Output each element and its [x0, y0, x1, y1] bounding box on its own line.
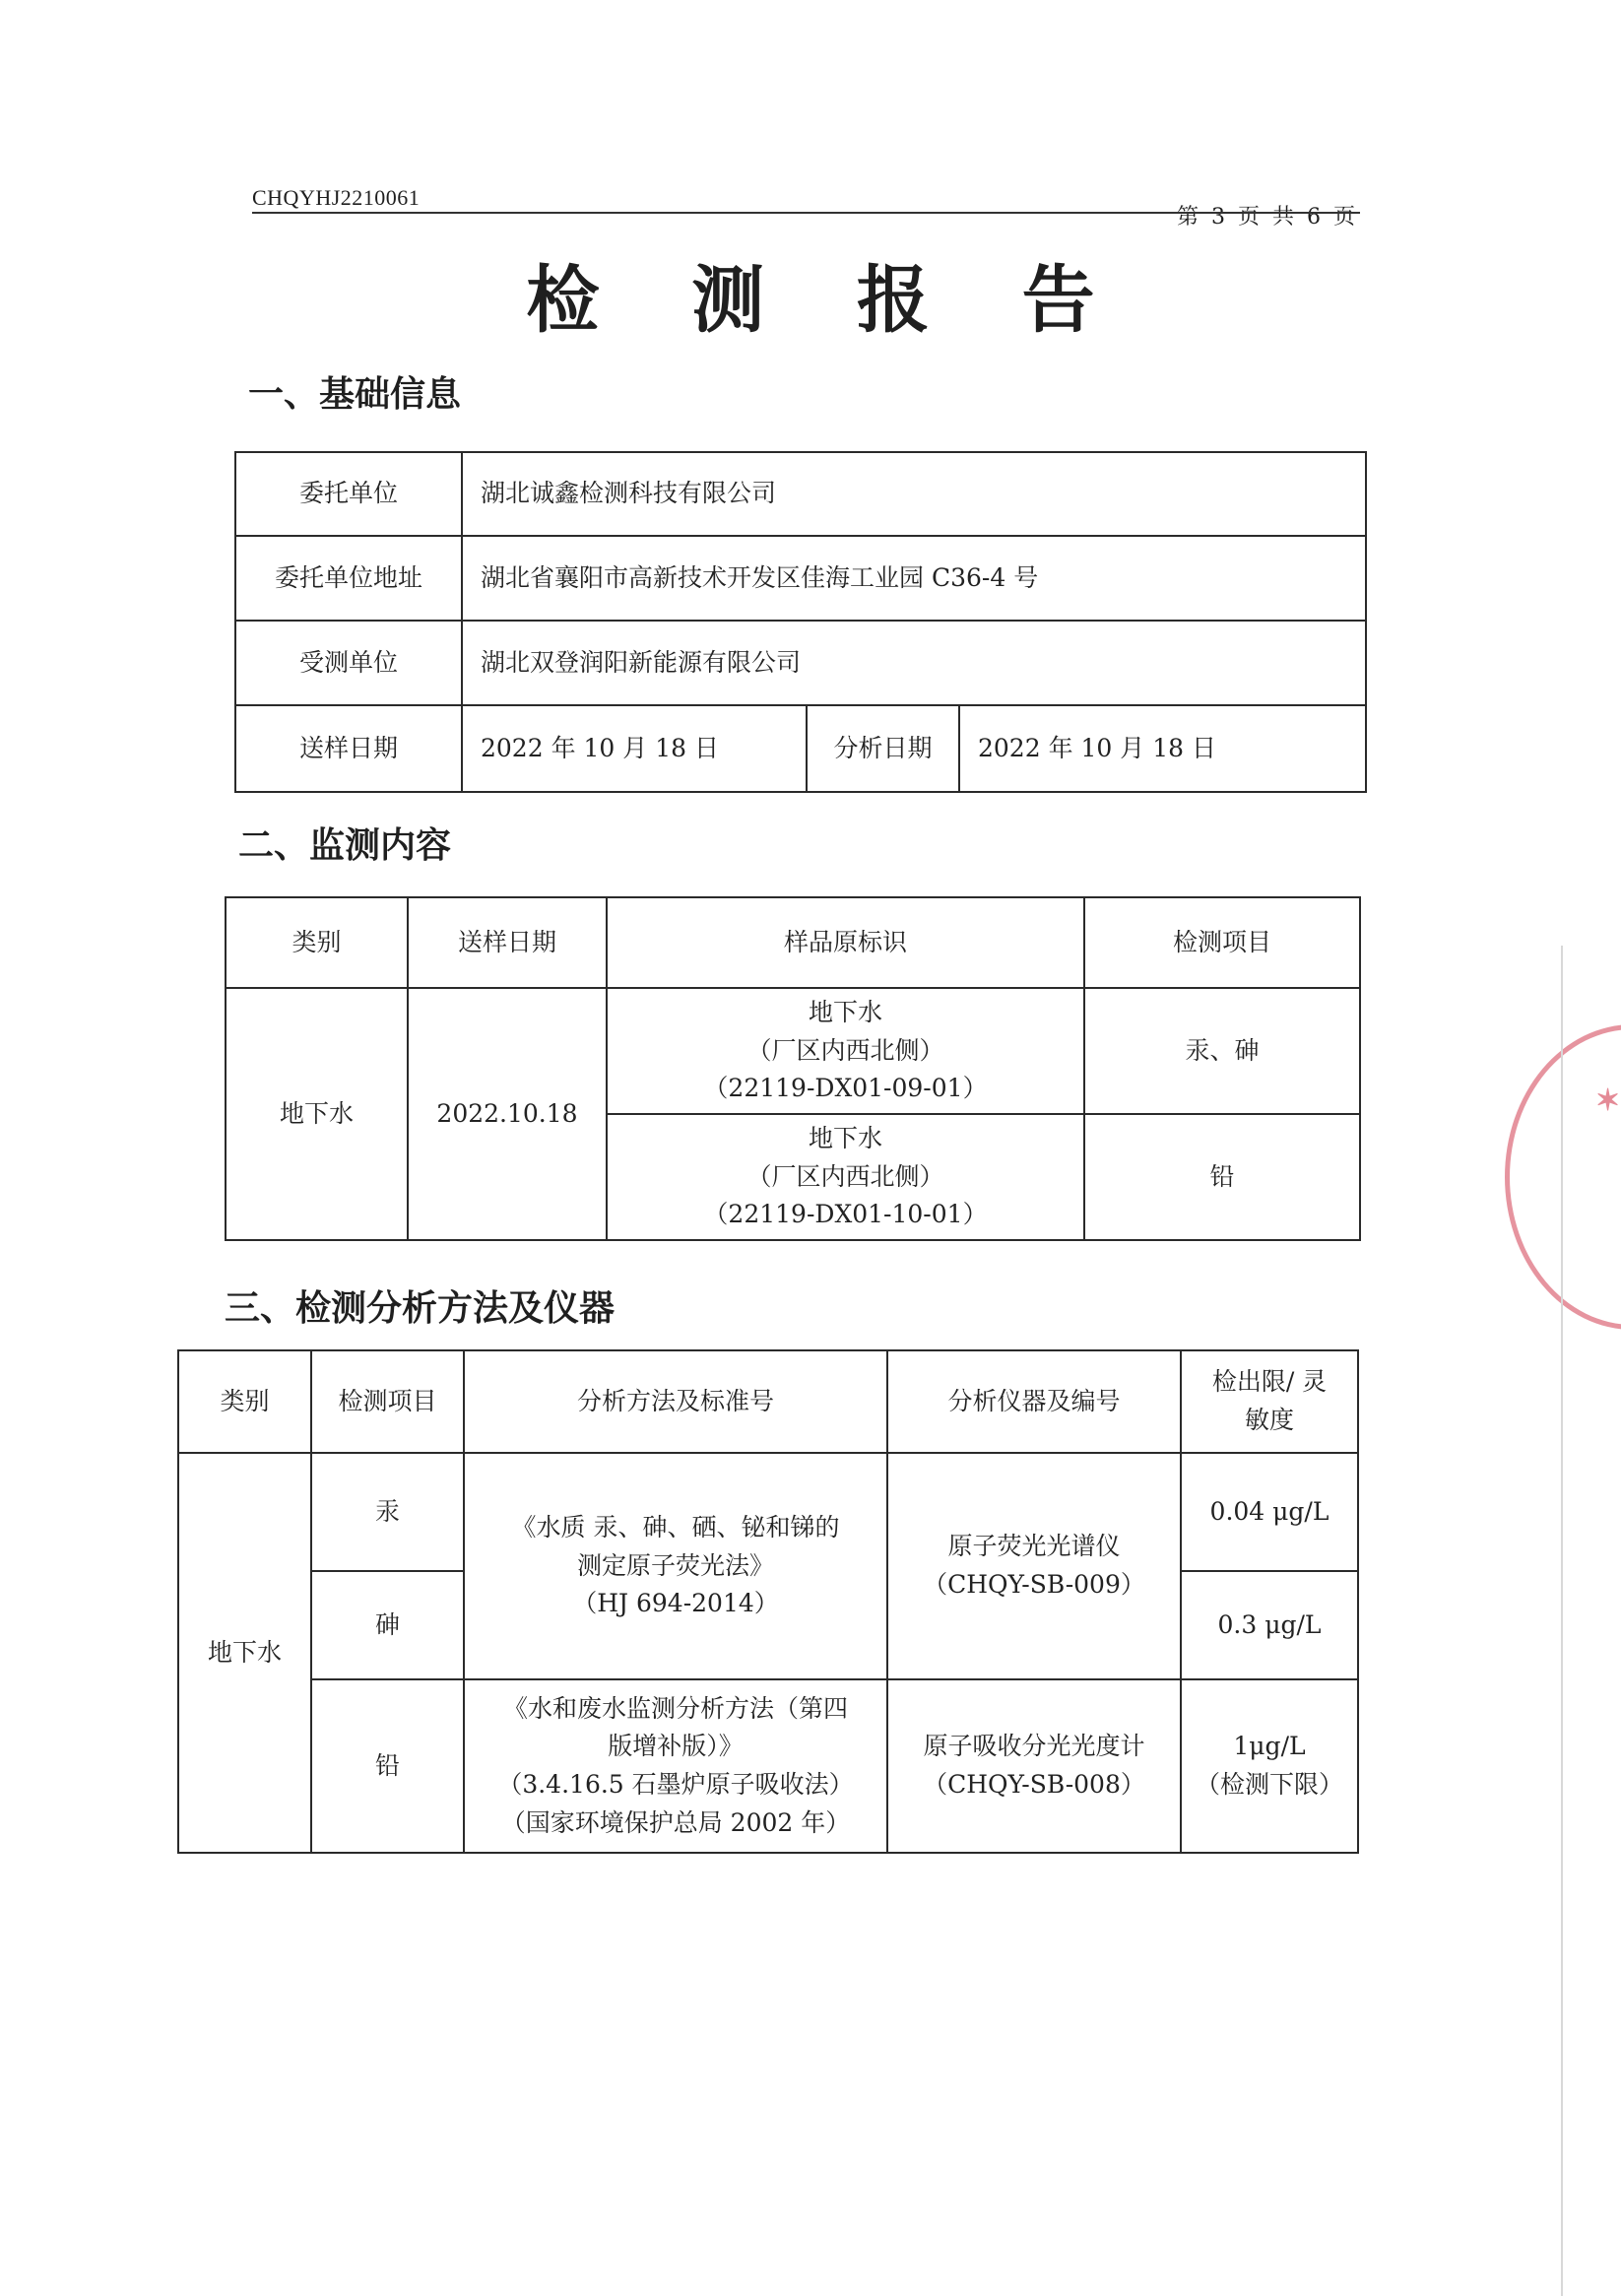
scan-edge-line	[1561, 946, 1563, 2296]
sample-date-label: 送样日期	[235, 705, 462, 792]
methods-header-category: 类别	[178, 1350, 311, 1453]
section-title-monitoring: 二、监测内容	[238, 824, 452, 866]
limit-lead: 1μg/L （检测下限）	[1181, 1679, 1358, 1853]
methods-category: 地下水	[178, 1453, 311, 1853]
sample-items-2: 铅	[1084, 1114, 1360, 1240]
report-title: 检 测 报 告	[526, 258, 1129, 343]
monitoring-header-items: 检测项目	[1084, 897, 1360, 988]
header-rule	[252, 212, 1360, 214]
monitoring-table	[225, 896, 1361, 1241]
page-info: 第 3 页 共 6 页	[1177, 205, 1358, 230]
monitoring-header-category: 类别	[226, 897, 408, 988]
sample-date-value: 2022 年 10 月 18 日	[462, 705, 807, 792]
methods-table	[177, 1349, 1359, 1854]
analysis-date-label: 分析日期	[807, 705, 959, 792]
client-label: 委托单位	[235, 452, 462, 536]
basic-info-table	[234, 451, 1367, 793]
tested-unit-label: 受测单位	[235, 621, 462, 705]
sample-id-1: 地下水 （厂区内西北侧） （22119-DX01-09-01）	[607, 988, 1084, 1114]
client-address-value: 湖北省襄阳市高新技术开发区佳海工业园 C36-4 号	[462, 536, 1366, 621]
section-title-methods: 三、检测分析方法及仪器	[225, 1287, 616, 1329]
analysis-date-value: 2022 年 10 月 18 日	[959, 705, 1366, 792]
instrument-afs: 原子荧光光谱仪 （CHQY-SB-009）	[887, 1453, 1181, 1679]
report-code: CHQYHJ2210061	[252, 185, 421, 210]
seal-ring	[1505, 1024, 1621, 1330]
seal-mark: ✶	[1595, 1083, 1621, 1118]
method-standard-afs: 《水质 汞、砷、硒、铋和锑的 测定原子荧光法》 （HJ 694-2014）	[464, 1453, 887, 1679]
method-item-lead: 铅	[311, 1679, 464, 1853]
client-value: 湖北诚鑫检测科技有限公司	[462, 452, 1366, 536]
instrument-aas: 原子吸收分光光度计 （CHQY-SB-008）	[887, 1679, 1181, 1853]
method-item-arsenic: 砷	[311, 1571, 464, 1679]
method-item-mercury: 汞	[311, 1453, 464, 1571]
sample-id-2: 地下水 （厂区内西北侧） （22119-DX01-10-01）	[607, 1114, 1084, 1240]
section-title-basic: 一、基础信息	[248, 373, 462, 415]
monitoring-header-date: 送样日期	[408, 897, 607, 988]
tested-unit-value: 湖北双登润阳新能源有限公司	[462, 621, 1366, 705]
sample-items-1: 汞、砷	[1084, 988, 1360, 1114]
limit-arsenic: 0.3 μg/L	[1181, 1571, 1358, 1679]
methods-header-limit: 检出限/ 灵 敏度	[1181, 1350, 1358, 1453]
client-address-label: 委托单位地址	[235, 536, 462, 621]
limit-mercury: 0.04 μg/L	[1181, 1453, 1358, 1571]
method-standard-gfaas: 《水和废水监测分析方法（第四 版增补版）》 （3.4.16.5 石墨炉原子吸收法） （国家环境保护总局 2002 年）	[464, 1679, 887, 1853]
monitoring-date: 2022.10.18	[408, 988, 607, 1240]
seal-stamp-partial	[1505, 1024, 1621, 1330]
methods-header-method: 分析方法及标准号	[464, 1350, 887, 1453]
monitoring-category: 地下水	[226, 988, 408, 1240]
methods-header-item: 检测项目	[311, 1350, 464, 1453]
monitoring-header-sample-id: 样品原标识	[607, 897, 1084, 988]
methods-header-instrument: 分析仪器及编号	[887, 1350, 1181, 1453]
